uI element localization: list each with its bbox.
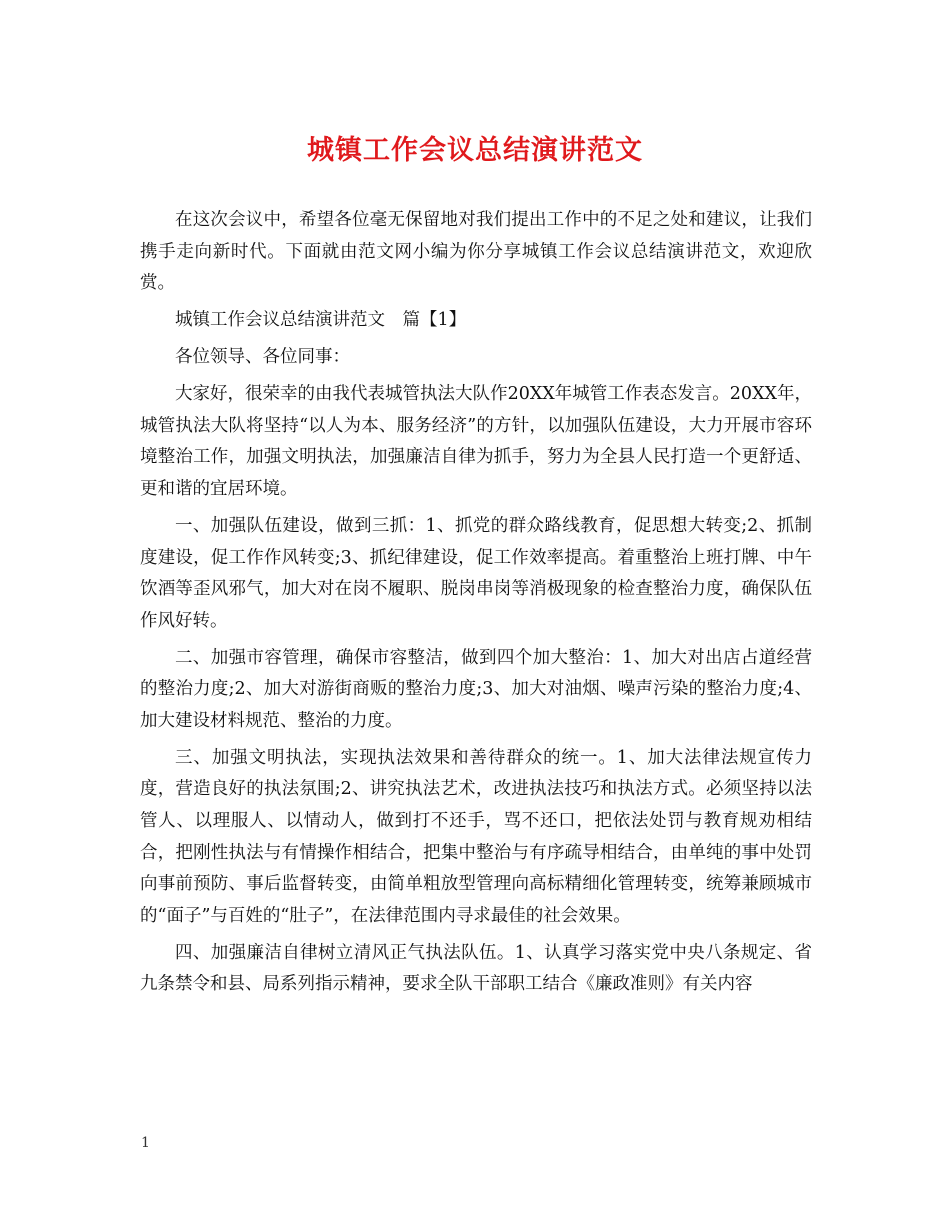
point-one-paragraph: 一、加强队伍建设，做到三抓：1、抓党的群众路线教育，促思想大转变;2、抓制度建设，促工作作风转变;3、抓纪律建设，促工作效率提高。着重整治上班打牌、中午饮酒等歪风邪气，加大对在岗不履职、脱岗串岗等消极现象的检查整治力度，确保队伍作风好转。 xyxy=(140,515,812,631)
opening-paragraph: 大家好，很荣幸的由我代表城管执法大队作20XX年城管工作表态发言。20XX年，城管执法大队将坚持“以人为本、服务经济”的方针，以加强队伍建设，大力开展市容环境整治工作，加强文明执法，加强廉洁自律为抓手，努力为全县人民打造一个更舒适、更和谐的宜居环境。 xyxy=(140,384,812,499)
intro-paragraph: 在这次会议中，希望各位毫无保留地对我们提出工作中的不足之处和建议，让我们携手走向新时代。下面就由范文网小编为你分享城镇工作会议总结演讲范文，欢迎欣赏。 xyxy=(140,210,812,294)
document-body xyxy=(140,205,812,1006)
point-three-paragraph: 三、加强文明执法，实现执法效果和善待群众的统一。1、加大法律法规宣传力度，营造良好的执法氛围;2、讲究执法艺术，改进执法技巧和执法方式。必须坚持以法管人、以理服人、以情动人，做到打不还手，骂不还口，把依法处罚与教育规劝相结合，把刚性执法与有情操作相结合，把集中整治与有序疏导相结合，由单纯的事中处罚向事前预防、事后监督转变，由简单粗放型管理向高标精细化管理转变，统筹兼顾城市的“面子”与百姓的“肚子”，在法律范围内寻求最佳的社会效果。 xyxy=(140,747,812,926)
document-title: 城镇工作会议总结演讲范文 xyxy=(307,135,643,166)
salutation-paragraph: 各位领导、各位同事： xyxy=(175,347,350,368)
section-heading: 城镇工作会议总结演讲范文 篇【1】 xyxy=(175,310,467,331)
page-number: 1 xyxy=(141,1135,150,1151)
point-four-paragraph: 四、加强廉洁自律树立清风正气执法队伍。1、认真学习落实党中央八条规定、省九条禁令和县、局系列指示精神，要求全队干部职工结合《廉政准则》有关内容 xyxy=(140,942,812,995)
point-two-paragraph: 二、加强市容管理，确保市容整洁，做到四个加大整治：1、加大对出店占道经营的整治力度;2、加大对游街商贩的整治力度;3、加大对油烟、噪声污染的整治力度;4、加大建设材料规范、整治的力度。 xyxy=(140,647,812,731)
